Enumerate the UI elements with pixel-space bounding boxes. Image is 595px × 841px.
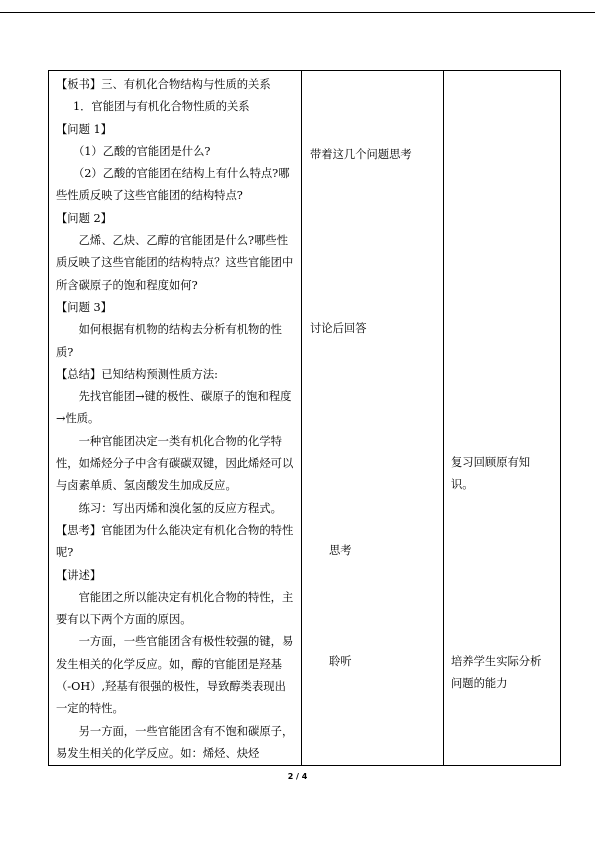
question-1-part-2: （2）乙酸的官能团在结构上有什么特点?哪些性质反映了这些官能团的结构特点? [56,167,290,203]
summary-method: 先找官能团→键的极性、碳原子的饱和程度→性质。 [56,390,292,426]
question-1-label: 【问题 1】 [56,122,112,136]
lecture-intro: 官能团之所以能决定有机化合物的特性，主要有以下两个方面的原因。 [56,590,294,627]
lecture-label: 【讲述】 [56,568,102,582]
question-3-text: 如何根据有机物的结构去分析有机物的性质? [56,323,282,359]
student-note-listen: 聆听 [329,655,352,668]
table-row [49,71,561,766]
question-2-label: 【问题 2】 [56,211,112,225]
teacher-activity-cell [49,71,302,766]
student-activity-cell [302,71,444,766]
student-note-discuss: 讨论后回答 [310,322,367,335]
think-prompt: 【思考】官能团为什么能决定有机化合物的特性呢? [56,523,294,560]
header-rule [0,12,595,13]
section-title: 1．官能团与有机化合物性质的关系 [72,100,250,114]
intent-cultivate: 培养学生实际分析问题的能力 [451,655,542,690]
question-3-label: 【问题 3】 [56,300,112,314]
lecture-reason-2: 另一方面，一些官能团含有不饱和碳原子，易发生相关的化学反应。如：烯烃、炔烃 [56,724,294,760]
intent-review: 复习回顾原有知识。 [451,456,531,491]
student-note-think-questions: 带着这几个问题思考 [310,148,412,161]
exercise-text: 练习：写出丙烯和溴化氢的反应方程式。 [78,501,282,515]
question-1-part-1: （1）乙酸的官能团是什么? [72,144,211,158]
summary-explanation: 一种官能团决定一类有机化合物的化学特性，如烯烃分子中含有碳碳双键，因此烯烃可以与卤素单质、氢卤酸发生加成反应。 [56,434,294,493]
summary-label: 【总结】已知结构预测性质方法: [56,367,218,381]
student-note-think: 思考 [329,544,352,557]
question-2-text: 乙烯、乙炔、乙醇的官能团是什么?哪些性质反映了这些官能团的结构特点？这些官能团中所含碳原子的饱和程度如何? [56,234,294,292]
page-number: 2 / 4 [287,772,308,781]
lesson-plan-table [48,70,561,766]
lecture-reason-1: 一方面，一些官能团含有极性较强的键，易发生相关的化学反应。如，醇的官能团是羟基（-OH）,羟基有很强的极性，导致醇类表现出一定的特性。 [56,635,294,716]
board-heading: 【板书】三、有机化合物结构与性质的关系 [56,78,271,91]
design-intent-cell [444,71,561,766]
